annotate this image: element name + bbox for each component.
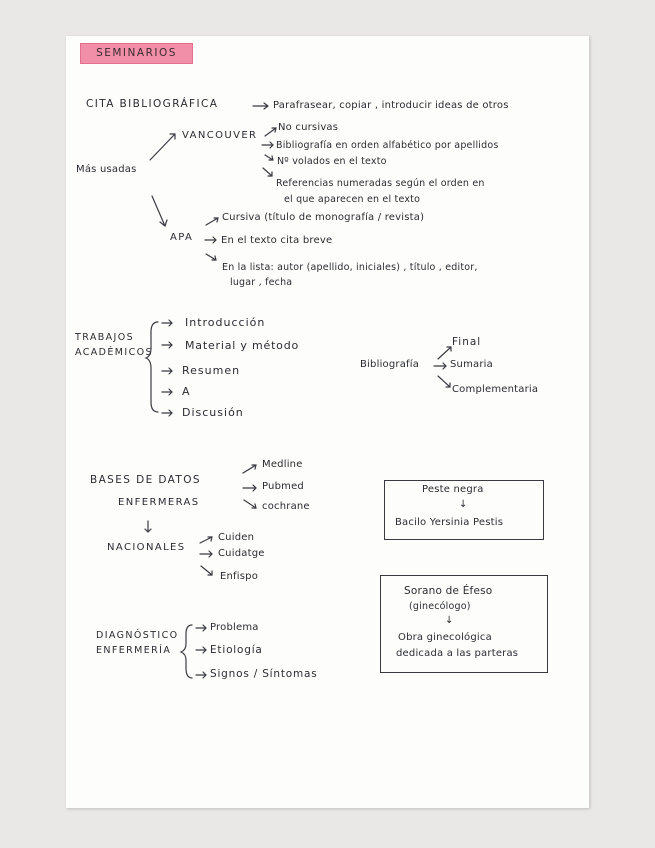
trabajos-item: Material y método xyxy=(185,339,300,352)
peste-line: Bacilo Yersinia Pestis xyxy=(395,517,504,528)
mas-usadas-label: Más usadas xyxy=(76,164,137,175)
diagnostico-label: DIAGNÓSTICO xyxy=(96,630,179,641)
cita-heading-detail: Parafrasear, copiar , introducir ideas de otros xyxy=(273,100,509,111)
bases-item: Medline xyxy=(262,459,303,470)
diagnostico-item: Signos / Síntomas xyxy=(210,668,318,680)
sorano-line: dedicada a las parteras xyxy=(396,648,519,659)
nacionales-label: NACIONALES xyxy=(107,542,186,553)
trabajos-item: Introducción xyxy=(185,316,266,329)
trabajos-item: Discusión xyxy=(182,406,244,419)
trabajos-label: TRABAJOS xyxy=(75,332,135,343)
sorano-line: Sorano de Éfeso xyxy=(404,585,493,597)
trabajos-item: A xyxy=(182,385,190,398)
title-highlight xyxy=(80,43,193,64)
trabajos-item: Resumen xyxy=(182,364,241,377)
bibliografia-label: Bibliografía xyxy=(360,359,420,370)
cita-heading: CITA BIBLIOGRÁFICA xyxy=(86,98,219,110)
nacionales-item: Cuiden xyxy=(218,532,255,543)
apa-label: APA xyxy=(170,232,194,243)
apa-item: En el texto cita breve xyxy=(221,235,333,246)
apa-item: lugar , fecha xyxy=(230,277,293,288)
vancouver-item: Bibliografía en orden alfabético por apellidos xyxy=(276,140,499,151)
page-title: SEMINARIOS xyxy=(96,47,177,59)
apa-item: En la lista: autor (apellido, iniciales) , título , editor, xyxy=(222,262,478,273)
bases-label: BASES DE DATOS xyxy=(90,474,201,486)
arrow-down-icon: ↓ xyxy=(459,499,468,510)
sorano-line: (ginecólogo) xyxy=(409,601,471,612)
vancouver-item: el que aparecen en el texto xyxy=(284,194,421,205)
nacionales-item: Enfispo xyxy=(220,571,259,582)
vancouver-item: No cursivas xyxy=(278,122,339,133)
apa-item: Cursiva (título de monografía / revista) xyxy=(222,212,425,223)
trabajos-label: ACADÉMICOS xyxy=(75,347,153,358)
bibliografia-item: Final xyxy=(452,336,482,348)
diagnostico-label: ENFERMERÍA xyxy=(96,645,172,656)
vancouver-label: VANCOUVER xyxy=(182,130,258,141)
diagnostico-item: Etiología xyxy=(210,644,263,656)
sorano-line: Obra ginecológica xyxy=(398,632,492,643)
bibliografia-item: Complementaria xyxy=(452,384,539,395)
bases-item: Pubmed xyxy=(262,481,304,492)
nacionales-item: Cuidatge xyxy=(218,548,265,559)
diagnostico-item: Problema xyxy=(210,622,259,633)
arrow-down-icon: ↓ xyxy=(445,615,454,626)
vancouver-item: Nº volados en el texto xyxy=(277,156,387,167)
bases-label: ENFERMERAS xyxy=(118,497,200,508)
bases-item: cochrane xyxy=(262,501,310,512)
vancouver-item: Referencias numeradas según el orden en xyxy=(276,178,485,189)
notebook-page xyxy=(66,36,589,808)
peste-line: Peste negra xyxy=(422,484,484,495)
bibliografia-item: Sumaria xyxy=(450,359,493,370)
